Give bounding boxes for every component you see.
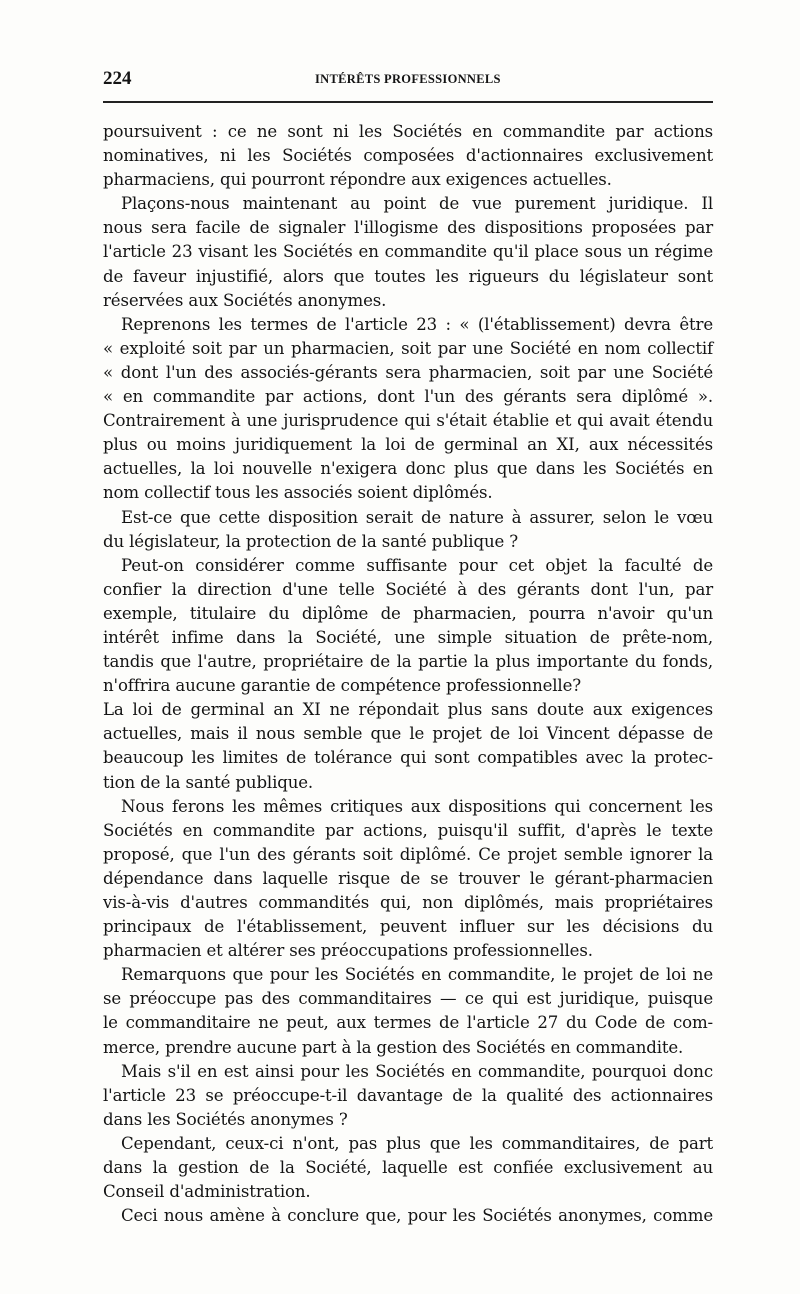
text-line: beaucoup les limites de tolérance qui sont compatibles avec la protec- (103, 748, 713, 768)
text-line: proposé, que l'un des gérants soit diplômé. Ce projet semble ignorer la (103, 844, 713, 864)
text-line: Ceci nous amène à conclure que, pour les Sociétés anonymes, comme (121, 1206, 713, 1226)
text-line: poursuivent : ce ne sont ni les Sociétés en commandite par actions (103, 122, 713, 141)
text-line: l'article 23 visant les Sociétés en commandite qu'il place sous un régime (103, 242, 713, 262)
text-line: merce, prendre aucune part à la gestion des Sociétés en commandite. (103, 1037, 684, 1057)
text-line: actuelles, mais il nous semble que le projet de loi Vincent dépasse de (103, 724, 713, 744)
text-line: plus ou moins juridiquement la loi de germinal an XI, aux nécessités (103, 435, 713, 455)
text-line: Cependant, ceux-ci n'ont, pas plus que les commanditaires, de part (121, 1133, 713, 1153)
text-line: Nous ferons les mêmes critiques aux dispositions qui concernent les (121, 796, 713, 816)
text-line: Conseil d'administration. (103, 1182, 311, 1202)
text-line: actuelles, la loi nouvelle n'exigera donc plus que dans les Sociétés en (103, 459, 713, 479)
text-line: le commanditaire ne peut, aux termes de l'article 27 du Code de com- (103, 1013, 713, 1033)
text-line: confier la direction d'une telle Société à des gérants dont l'un, par (103, 579, 713, 599)
text-line: se préoccupe pas des commanditaires — ce qui est juridique, puisque (103, 989, 713, 1009)
text-line: « exploité soit par un pharmacien, soit par une Société en nom collectif (103, 338, 713, 358)
text-line: du législateur, la protection de la santé publique ? (103, 531, 519, 551)
text-line: nominatives, ni les Sociétés composées d'actionnaires exclusivement (103, 146, 713, 166)
text-line: La loi de germinal an XI ne répondait plus sans doute aux exigences (103, 700, 713, 720)
text-line: tandis que l'autre, propriétaire de la partie la plus importante du fonds, (103, 652, 713, 672)
text-line: exemple, titulaire du diplôme de pharmacien, pourra n'avoir qu'un (103, 603, 713, 623)
text-line: dans les Sociétés anonymes ? (103, 1109, 348, 1129)
text-line: tion de la santé publique. (103, 772, 314, 792)
text-line: Contrairement à une jurisprudence qui s'était établie et qui avait étendu (103, 411, 713, 431)
text-line: Sociétés en commandite par actions, puisqu'il suffit, d'après le texte (103, 820, 713, 840)
text-line: nom collectif tous les associés soient diplômés. (103, 483, 493, 503)
page-header (103, 66, 713, 94)
text-line: Est-ce que cette disposition serait de nature à assurer, selon le vœu (121, 507, 713, 527)
text-line: intérêt infime dans la Société, une simple situation de prête-nom, (103, 627, 713, 647)
text-line: de faveur injustifié, alors que toutes les rigueurs du législateur sont (103, 266, 713, 286)
text-line: Plaçons-nous maintenant au point de vue purement juridique. Il (121, 194, 713, 214)
text-line: vis-à-vis d'autres commandités qui, non diplômés, mais propriétaires (103, 893, 713, 912)
text-line: Remarquons que pour les Sociétés en commandite, le projet de loi ne (121, 965, 713, 985)
text-line: pharmacien et altérer ses préoccupations professionnelles. (103, 941, 593, 961)
text-line: Peut-on considérer comme suffisante pour cet objet la faculté de (121, 555, 713, 575)
book-page (103, 66, 713, 1226)
text-line: l'article 23 se préoccupe-t-il davantage de la qualité des actionnaires (103, 1085, 713, 1105)
text-line: réservées aux Sociétés anonymes. (103, 290, 387, 310)
text-line: Mais s'il en est ainsi pour les Sociétés en commandite, pourquoi donc (121, 1061, 713, 1081)
text-line: Reprenons les termes de l'article 23 : « (l'établissement) devra être (121, 314, 713, 334)
text-line: pharmaciens, qui pourront répondre aux exigences actuelles. (103, 170, 612, 190)
text-line: dépendance dans laquelle risque de se trouver le gérant-pharmacien (103, 868, 713, 888)
text-line: dans la gestion de la Société, laquelle est confiée exclusivement au (103, 1158, 713, 1178)
text-line: n'offrira aucune garantie de compétence professionnelle? (103, 676, 582, 696)
body-text (103, 120, 713, 1228)
text-line: « dont l'un des associés-gérants sera pharmacien, soit par une Société (103, 362, 713, 382)
page-number: 224 (103, 68, 132, 89)
text-line: « en commandite par actions, dont l'un des gérants sera diplômé ». (103, 387, 713, 407)
text-line: principaux de l'établissement, peuvent influer sur les décisions du (103, 917, 713, 937)
running-head: INTÉRÊTS PROFESSIONNELS (315, 72, 501, 86)
text-line: nous sera facile de signaler l'illogisme des dispositions proposées par (103, 218, 713, 238)
header-rule (103, 101, 713, 103)
